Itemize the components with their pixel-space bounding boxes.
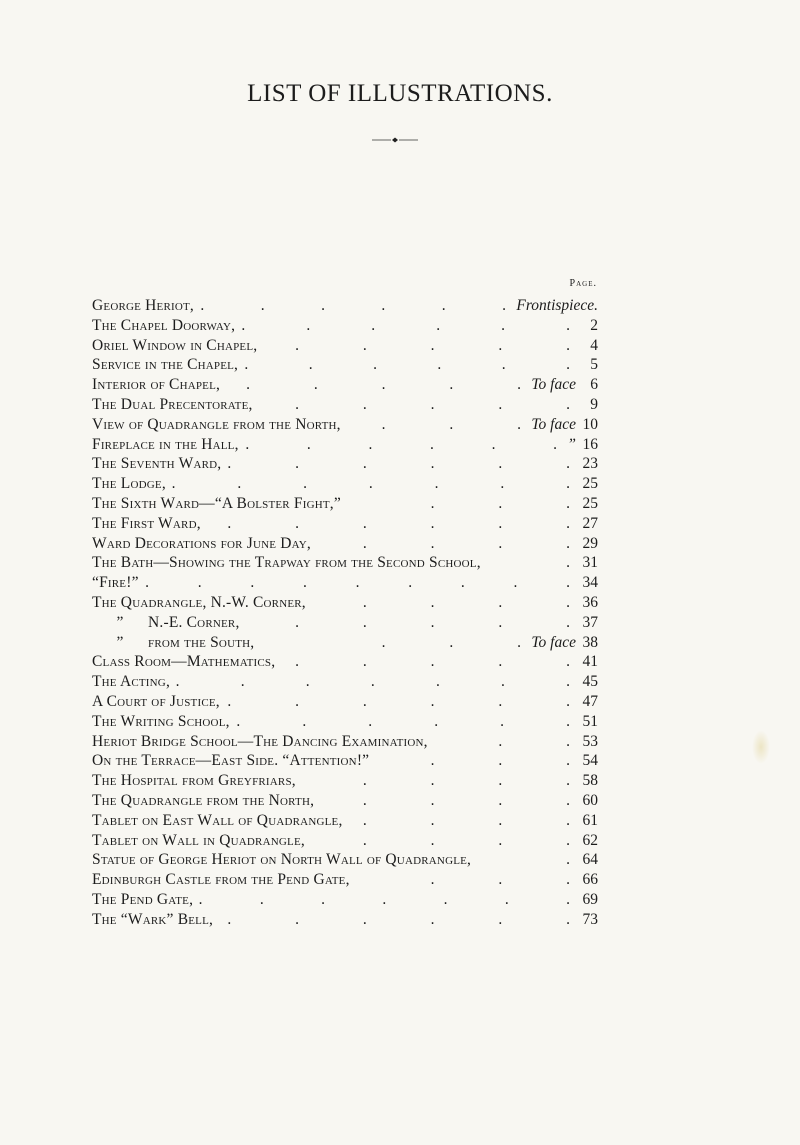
page-reference	[580, 652, 598, 672]
list-item	[92, 791, 598, 811]
list-item	[92, 910, 598, 930]
entry-title: Ward Decorations for June Day,	[92, 534, 311, 552]
list-item	[92, 395, 598, 415]
leader-dots: . . . . . .	[241, 316, 570, 334]
entry-title: Tablet on Wall in Quadrangle,	[92, 831, 305, 849]
list-item	[92, 316, 598, 336]
page-number: 64	[582, 851, 598, 869]
entry-title: Service in the Chapel,	[92, 356, 239, 374]
list-item	[92, 415, 598, 435]
leader-dots: . . . . . . .	[171, 475, 570, 493]
page-reference	[580, 553, 598, 573]
entry-text: from the South,	[148, 633, 255, 651]
leader-dots: . . . . .	[295, 336, 570, 354]
ditto-mark: ”	[116, 633, 124, 651]
illustrations-list	[92, 296, 598, 930]
page-reference	[580, 316, 598, 336]
page-number: 41	[582, 653, 598, 671]
leader-dots: . . . . . .	[245, 435, 557, 453]
page-number: 10	[582, 415, 598, 433]
list-item	[92, 454, 598, 474]
list-item	[92, 672, 598, 692]
page-reference	[580, 712, 598, 732]
page-number: 16	[582, 435, 598, 453]
entry-title: The Seventh Ward,	[92, 455, 222, 473]
ref-label: To face	[531, 415, 576, 433]
ditto-mark: ”	[116, 613, 124, 631]
page-reference	[580, 811, 598, 831]
leader-dots: . . . . . . .	[198, 890, 570, 908]
leader-dots: . . .	[430, 871, 570, 889]
page-reference	[580, 771, 598, 791]
page-reference	[580, 890, 598, 910]
list-item	[92, 534, 598, 554]
leader-dots: . . . . . .	[244, 356, 570, 374]
entry-title: “Fire!”	[92, 574, 139, 592]
entry-title: Interior of Chapel,	[92, 376, 221, 394]
leader-dots: . . . . .	[246, 376, 521, 394]
leader-dots: . . .	[430, 752, 570, 770]
leader-dots: . . . . . . . . .	[145, 574, 570, 592]
leader-dots: . . . .	[362, 791, 570, 809]
entry-title: Edinburgh Castle from the Pend Gate,	[92, 871, 350, 889]
entry-title: The First Ward,	[92, 514, 201, 532]
page-number: 37	[582, 613, 598, 631]
entry-title: The Quadrangle from the North,	[92, 791, 315, 809]
list-item	[92, 831, 598, 851]
page-number: 58	[582, 772, 598, 790]
page-reference	[580, 355, 598, 375]
leader-dots: . . . .	[362, 593, 570, 611]
page-reference	[531, 633, 598, 653]
page-reference	[580, 870, 598, 890]
page-reference	[580, 514, 598, 534]
ref-label: To face	[531, 376, 576, 394]
leader-dots: . . . . . .	[227, 455, 570, 473]
page-number: 61	[582, 811, 598, 829]
list-item	[92, 355, 598, 375]
title-ornament-rule	[370, 136, 420, 144]
page-reference	[580, 791, 598, 811]
leader-dots: . . . . .	[295, 613, 570, 631]
page-title: LIST OF ILLUSTRATIONS.	[247, 80, 553, 107]
page-number: Frontispiece.	[516, 297, 598, 314]
list-item	[92, 435, 598, 455]
leader-dots: . . . . . . .	[175, 673, 570, 691]
entry-title: The Chapel Doorway,	[92, 316, 236, 334]
entry-title: The Pend Gate,	[92, 890, 194, 908]
entry-title: Heriot Bridge School—The Dancing Examination,	[92, 732, 428, 750]
list-item	[92, 474, 598, 494]
page-reference	[580, 534, 598, 554]
page-number: 73	[582, 910, 598, 928]
page-number: 54	[582, 752, 598, 770]
entry-title: The “Wark” Bell,	[92, 910, 214, 928]
list-item	[92, 850, 598, 870]
page-reference	[580, 494, 598, 514]
page-reference	[531, 375, 598, 395]
page-number: 9	[590, 395, 598, 413]
entry-title: Statue of George Heriot on North Wall of Quadrangle,	[92, 851, 472, 869]
page-number: 34	[582, 574, 598, 592]
list-item	[92, 375, 598, 395]
page-reference	[580, 732, 598, 752]
list-item	[92, 751, 598, 771]
list-item	[92, 573, 598, 593]
list-item	[92, 494, 598, 514]
leader-dots: . . .	[381, 415, 521, 433]
page-reference	[580, 593, 598, 613]
page-number: 69	[582, 890, 598, 908]
page-reference	[567, 435, 598, 455]
entry-title: The Lodge,	[92, 475, 166, 493]
page-reference	[580, 474, 598, 494]
list-item	[92, 712, 598, 732]
page-number: 4	[590, 336, 598, 354]
page-number: 36	[582, 593, 598, 611]
page-number: 47	[582, 692, 598, 710]
list-item	[92, 890, 598, 910]
list-item	[92, 811, 598, 831]
page-number: 25	[582, 494, 598, 512]
page-reference	[580, 336, 598, 356]
entry-title: The Quadrangle, N.-W. Corner,	[92, 593, 306, 611]
leader-dots: . . . .	[362, 811, 570, 829]
page-number: 6	[590, 376, 598, 394]
page-number: 62	[582, 831, 598, 849]
page-number: 29	[582, 534, 598, 552]
leader-dots: . .	[498, 732, 570, 750]
page-reference	[580, 454, 598, 474]
entry-title: The Hospital from Greyfriars,	[92, 772, 296, 790]
entry-title: Tablet on East Wall of Quadrangle,	[92, 811, 343, 829]
page-number: 31	[582, 554, 598, 572]
page-number: 5	[590, 356, 598, 374]
page-reference	[580, 613, 598, 633]
page-reference	[580, 831, 598, 851]
page-reference	[580, 751, 598, 771]
page-reference	[580, 395, 598, 415]
entry-title: Class Room—Mathematics,	[92, 653, 276, 671]
leader-dots: . . . .	[362, 534, 570, 552]
entry-title: Oriel Window in Chapel,	[92, 336, 258, 354]
page-reference	[580, 850, 598, 870]
list-item	[92, 870, 598, 890]
list-item	[92, 771, 598, 791]
page-column-label: Page.	[569, 278, 597, 289]
leader-dots: . . . . . .	[200, 297, 506, 314]
leader-dots: . . . . .	[295, 395, 570, 413]
entry-title: The Acting,	[92, 673, 171, 691]
entry-title: On the Terrace—East Side. “Attention!”	[92, 752, 370, 770]
page-reference	[531, 415, 598, 435]
paper-stain	[752, 730, 770, 764]
entry-title	[92, 613, 240, 633]
page-number: 23	[582, 455, 598, 473]
leader-dots: .	[566, 554, 570, 572]
leader-dots: . . . . . .	[227, 692, 570, 710]
entry-text: N.-E. Corner,	[148, 613, 240, 631]
page-number: 53	[582, 732, 598, 750]
page-reference	[580, 692, 598, 712]
page-reference	[580, 910, 598, 930]
page-number: 2	[590, 316, 598, 334]
leader-dots: . . . . .	[295, 653, 570, 671]
page-number: 25	[582, 475, 598, 493]
ref-label: ”	[567, 435, 576, 453]
page-reference	[580, 672, 598, 692]
page-reference	[580, 573, 598, 593]
leader-dots: . . .	[381, 633, 521, 651]
entry-title: The Bath—Showing the Trapway from the Second School,	[92, 554, 481, 572]
entry-title	[92, 633, 254, 653]
list-item	[92, 633, 598, 653]
entry-title: View of Quadrangle from the North,	[92, 415, 341, 433]
list-item	[92, 732, 598, 752]
leader-dots: . . .	[430, 494, 570, 512]
leader-dots: .	[566, 851, 570, 869]
entry-title: A Court of Justice,	[92, 692, 220, 710]
page-number: 66	[582, 871, 598, 889]
list-item	[92, 613, 598, 633]
list-item	[92, 336, 598, 356]
page-number: 45	[582, 673, 598, 691]
list-item	[92, 692, 598, 712]
page-number: 60	[582, 791, 598, 809]
entry-title: The Writing School,	[92, 712, 230, 730]
page-number: 38	[582, 633, 598, 651]
list-item	[92, 514, 598, 534]
page-number: 27	[582, 514, 598, 532]
ref-label: To face	[531, 633, 576, 651]
page-number: 51	[582, 712, 598, 730]
leader-dots: . . . .	[362, 831, 570, 849]
entry-title: George Heriot,	[92, 297, 194, 314]
list-item	[92, 553, 598, 573]
list-item	[92, 652, 598, 672]
leader-dots: . . . . . .	[227, 910, 570, 928]
leader-dots: . . . . . .	[227, 514, 570, 532]
entry-title: The Sixth Ward—“A Bolster Fight,”	[92, 494, 341, 512]
list-item	[92, 296, 598, 316]
leader-dots: . . . .	[362, 772, 570, 790]
leader-dots: . . . . . .	[236, 712, 570, 730]
entry-title: Fireplace in the Hall,	[92, 435, 239, 453]
entry-title: The Dual Precentorate,	[92, 395, 253, 413]
page-reference	[516, 296, 598, 316]
list-item	[92, 593, 598, 613]
